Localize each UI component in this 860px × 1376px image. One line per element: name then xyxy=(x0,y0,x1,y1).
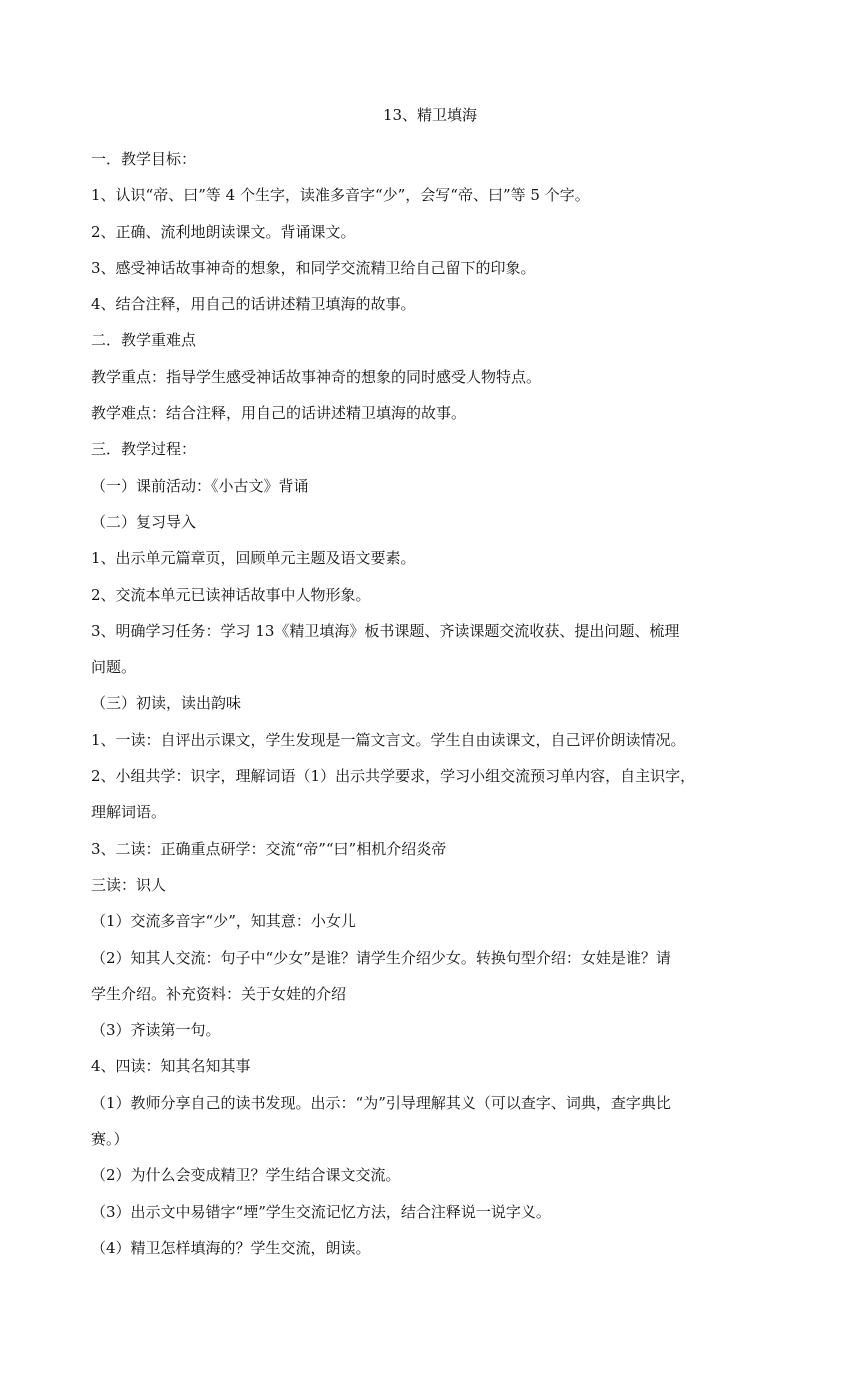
third-reading-item-1: （1）交流多音字“少”，知其意：小女儿 xyxy=(91,912,356,931)
review-item-1: 1、出示单元篇章页，回顾单元主题及语文要素。 xyxy=(91,549,416,568)
objective-item-3: 3、感受神话故事神奇的想象，和同学交流精卫给自己留下的印象。 xyxy=(91,258,536,277)
objective-item-1: 1、认识“帝、曰”等 4 个生字，读准多音字“少”，会写“帝、曰”等 5 个字。 xyxy=(91,186,590,205)
review-item-3: 3、明确学习任务：学习 13《精卫填海》板书课题、齐读课题交流收获、提出问题、梳理 xyxy=(91,621,680,640)
fourth-reading-item-3: （3）出示文中易错字“堙”学生交流记忆方法，结合注释说一说字义。 xyxy=(91,1202,551,1221)
reading-item-1: 1、一读：自评出示课文，学生发现是一篇文言文。学生自由读课文，自己评价朗读情况。 xyxy=(91,730,686,749)
document-title: 13、精卫填海 xyxy=(382,106,478,124)
section-heading-process: 三．教学过程： xyxy=(91,440,197,459)
third-reading-item-2-continued: 学生介绍。补充资料：关于女娃的介绍 xyxy=(91,984,347,1003)
third-reading-item-2: （2）知其人交流：句子中“少女”是谁？请学生介绍少女。转换句型介绍：女娃是谁？请 xyxy=(91,948,671,967)
objective-item-2: 2、正确、流利地朗读课文。背诵课文。 xyxy=(91,222,356,241)
difficult-point: 教学难点：结合注释，用自己的话讲述精卫填海的故事。 xyxy=(91,404,467,423)
reading-item-2-continued: 理解词语。 xyxy=(91,803,167,822)
process-step-pre-class: （一）课前活动：《小古文》背诵 xyxy=(91,476,309,495)
fourth-reading-item-2: （2）为什么会变成精卫？学生结合课文交流。 xyxy=(91,1166,401,1185)
third-reading-item-3: （3）齐读第一句。 xyxy=(91,1021,221,1040)
fourth-reading-item-4: （4）精卫怎样填海的？学生交流，朗读。 xyxy=(91,1238,371,1257)
key-point: 教学重点：指导学生感受神话故事神奇的想象的同时感受人物特点。 xyxy=(91,367,542,386)
document-body xyxy=(91,141,773,1266)
fourth-reading-item-1-continued: 赛。） xyxy=(91,1130,129,1149)
objective-item-4: 4、结合注释，用自己的话讲述精卫填海的故事。 xyxy=(91,295,416,314)
fourth-reading-heading: 4、四读：知其名知其事 xyxy=(91,1057,251,1076)
reading-item-2: 2、小组共学：识字，理解词语（1）出示共学要求，学习小组交流预习单内容，自主识字， xyxy=(91,767,696,786)
section-heading-key-points: 二．教学重难点 xyxy=(91,331,197,350)
process-step-first-reading: （三）初读，读出韵味 xyxy=(91,694,242,713)
review-item-3-continued: 问题。 xyxy=(91,658,137,677)
review-item-2: 2、交流本单元已读神话故事中人物形象。 xyxy=(91,585,371,604)
section-heading-objectives: 一．教学目标： xyxy=(91,150,197,168)
reading-item-3: 3、二读：正确重点研学：交流“帝”“曰”相机介绍炎帝 xyxy=(91,839,447,858)
fourth-reading-item-1: （1）教师分享自己的读书发现。出示：“为”引导理解其义（可以查字、词典，查字典比 xyxy=(91,1093,671,1112)
process-step-review: （二）复习导入 xyxy=(91,512,197,531)
third-reading-heading: 三读：识人 xyxy=(91,875,167,894)
